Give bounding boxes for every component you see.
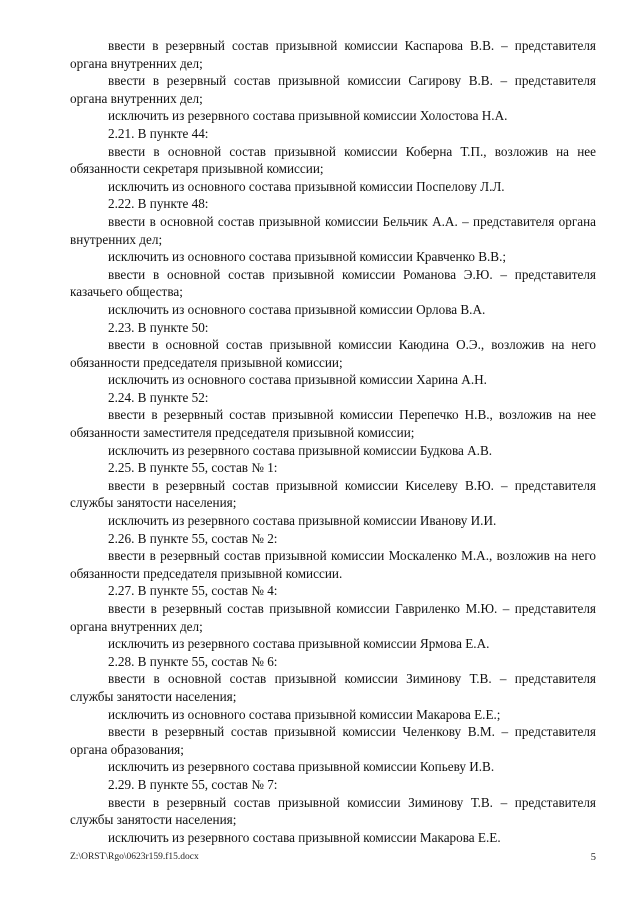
paragraph: ввести в основной состав призывной комиссии Бельчик А.А. – представителя органа внутренних дел;	[70, 213, 596, 247]
section-heading: 2.21. В пункте 44:	[108, 125, 209, 141]
section-heading: 2.22. В пункте 48:	[108, 196, 209, 212]
paragraph: ввести в основной состав призывной комиссии Каюдина О.Э., возложив на него обязанности председателя призывной комиссии;	[70, 337, 596, 370]
paragraph: ввести в резервный состав призывной комиссии Москаленко М.А., возложив на него обязанности председателя призывной комиссии.	[70, 548, 596, 581]
section-heading: 2.23. В пункте 50:	[108, 319, 209, 335]
paragraph: исключить из резервного состава призывной комиссии Ярмова Е.А.	[108, 636, 490, 652]
section-heading: 2.28. В пункте 55, состав № 6:	[108, 653, 278, 669]
paragraph: ввести в основной состав призывной комиссии Романова Э.Ю. – представителя казачьего общества;	[70, 266, 596, 300]
paragraph: ввести в резервный состав призывной комиссии Челенкову В.М. – представителя органа образования;	[70, 724, 596, 757]
paragraph: исключить из резервного состава призывной комиссии Холостова Н.А.	[108, 108, 508, 124]
paragraph: исключить из основного состава призывной комиссии Харина А.Н.	[108, 372, 487, 388]
paragraph: исключить из резервного состава призывной комиссии Будкова А.В.	[108, 442, 493, 458]
paragraph: ввести в резервный состав призывной комиссии Сагирову В.В. – представителя органа внутренних дел;	[70, 73, 596, 106]
paragraph: исключить из основного состава призывной комиссии Поспелову Л.Л.	[108, 178, 505, 194]
paragraph: ввести в резервный состав призывной комиссии Перепечко Н.В., возложив на нее обязанности заместителя председателя призывной комиссии;	[70, 407, 596, 441]
section-heading: 2.26. В пункте 55, состав № 2:	[108, 530, 278, 546]
paragraph: исключить из резервного состава призывной комиссии Макарова Е.Е.	[108, 829, 501, 845]
paragraph: исключить из резервного состава призывной комиссии Иванову И.И.	[108, 513, 497, 529]
paragraph: ввести в резервный состав призывной комиссии Киселеву В.Ю. – представителя службы занятости населения;	[70, 477, 596, 511]
page-number: 5	[590, 852, 596, 863]
section-heading: 2.24. В пункте 52:	[108, 389, 209, 405]
document-body	[70, 37, 596, 846]
paragraph: исключить из основного состава призывной комиссии Кравченко В.В.;	[108, 249, 507, 265]
paragraph: ввести в основной состав призывной комиссии Зиминову Т.В. – представителя службы занятости населения;	[70, 671, 596, 704]
paragraph: ввести в резервный состав призывной комиссии Зиминову Т.В. – представителя службы занятости населения;	[70, 794, 596, 828]
paragraph: исключить из основного состава призывной комиссии Орлова В.А.	[108, 301, 486, 317]
paragraph: ввести в резервный состав призывной комиссии Гавриленко М.Ю. – представителя органа внутренних дел;	[70, 601, 596, 634]
file-path: Z:\ORST\Rgo\0623r159.f15.docx	[70, 852, 199, 862]
paragraph: исключить из основного состава призывной комиссии Макарова Е.Е.;	[108, 706, 501, 722]
paragraph: ввести в основной состав призывной комиссии Коберна Т.П., возложив на нее обязанности секретаря призывной комиссии;	[70, 143, 596, 177]
paragraph: ввести в резервный состав призывной комиссии Каспарова В.В. – представителя органа внутренних дел;	[70, 38, 596, 71]
paragraph: исключить из резервного состава призывной комиссии Копьеву И.В.	[108, 759, 495, 775]
section-heading: 2.27. В пункте 55, состав № 4:	[108, 583, 278, 599]
section-heading: 2.29. В пункте 55, состав № 7:	[108, 776, 278, 792]
section-heading: 2.25. В пункте 55, состав № 1:	[108, 460, 278, 476]
